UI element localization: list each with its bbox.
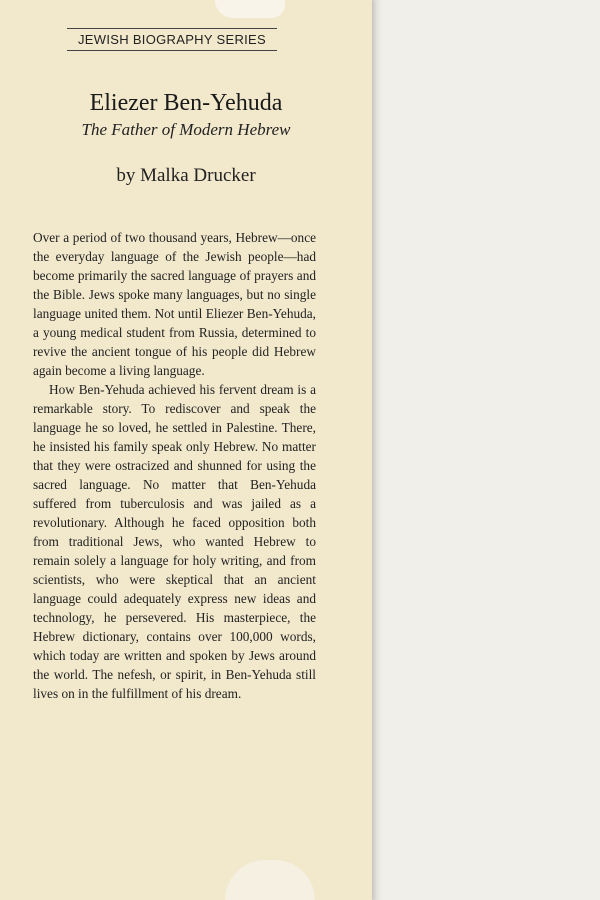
wear-mark-top — [215, 0, 285, 18]
series-label: JEWISH BIOGRAPHY SERIES — [67, 28, 277, 51]
book-title: Eliezer Ben-Yehuda — [89, 90, 283, 116]
fold-shadow — [372, 0, 382, 900]
author-line: by Malka Drucker — [116, 165, 256, 186]
paragraph-2: How Ben-Yehuda achieved his fervent dream is a remarkable story. To rediscover and speak the language he so loved, he settled in Palestine. There, he insisted his family speak only Hebrew. No matter that they were ostracized and shunned for using the sacred language. No matter that Ben-Yehuda suffered from tuberculosis and was jailed as a revolutionary. Although he faced opposition both from traditional Jews, who wanted Hebrew to remain solely a language for holy writing, and from scientists, who were skeptical that an ancient language could adequately express new ideas and technology, he persevered. His masterpiece, the Hebrew dictionary, contains over 100,000 words, which today are written and spoken by Jews around the world. The nefesh, or spirit, in Ben-Yehuda still lives on in the fulfillment of his dream. — [33, 382, 316, 701]
paragraph-1: Over a period of two thousand years, Hebrew—once the everyday language of the Jewish people—had become primarily the sacred language of prayers and the Bible. Jews spoke many languages, but no single language united them. Not until Eliezer Ben-Yehuda, a young medical student from Russia, determined to revive the ancient tongue of his people did Hebrew again become a living language. — [33, 230, 316, 378]
book-subtitle: The Father of Modern Hebrew — [81, 120, 291, 139]
flap-copy — [33, 228, 316, 703]
facing-page — [372, 0, 600, 900]
